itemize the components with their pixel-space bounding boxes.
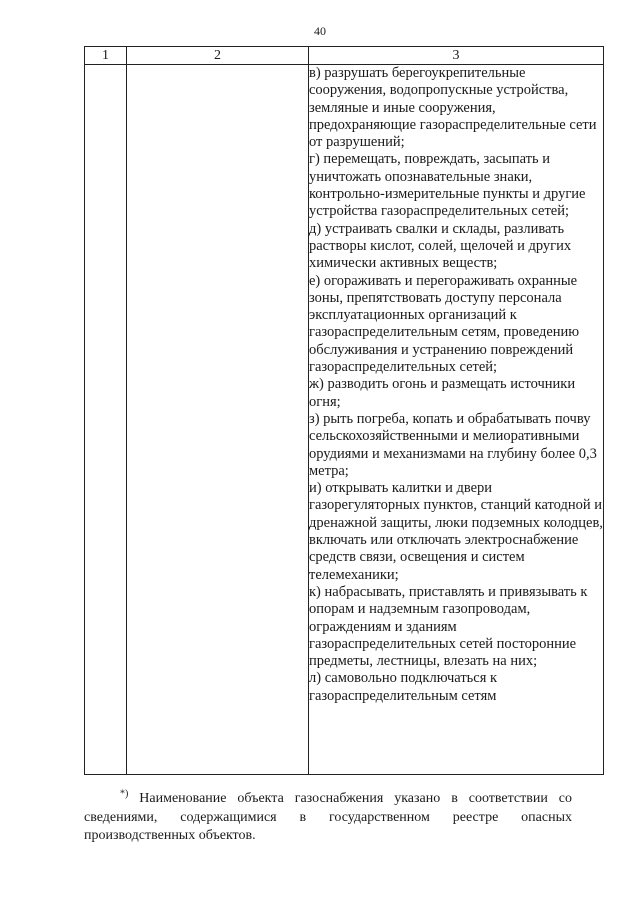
list-item: г) перемещать, повреждать, засыпать и уничтожать опознавательные знаки, контрольно-измерительные пункты и другие устройства газораспределительных сетей; (309, 151, 586, 220)
table-cell-col1 (85, 65, 127, 775)
table-cell-col2 (127, 65, 309, 775)
list-item: в) разрушать берегоукрепительные сооружения, водопропускные устройства, земляные и иные сооружения, предохраняющие газораспределительные сети от разрушений; (309, 65, 597, 151)
list-item: к) набрасывать, приставлять и привязывать к опорам и надземным газопроводам, ограждениям и зданиям газораспределительных сетей посторонние предметы, лестницы, влезать на них; (309, 583, 588, 670)
column-header-3: 3 (309, 47, 604, 65)
table-header-row (85, 47, 604, 65)
list-item: и) открывать калитки и двери газорегуляторных пунктов, станций катодной и дренажной защиты, люки подземных колодцев, включать или отключать электроснабжение средств связи, освещения и систем телемеханики; (309, 480, 603, 583)
list-item: з) рыть погреба, копать и обрабатывать почву сельскохозяйственными и мелиоративными орудиями и механизмами на глубину более 0,3 метра; (309, 410, 597, 479)
table-cell-col3 (309, 65, 604, 775)
list-item: д) устраивать свалки и склады, разливать растворы кислот, солей, щелочей и других химически активных веществ; (309, 220, 572, 272)
footnote-marker: *) (120, 788, 129, 800)
footnote-text: Наименование объекта газоснабжения указано в соответствии со сведениями, содержащимися в государственном реестре опасных производственных объектов. (84, 791, 572, 843)
column-header-2: 2 (127, 47, 309, 65)
list-item: е) огораживать и перегораживать охранные зоны, препятствовать доступу персонала эксплуатационных организаций к газораспределительным сетям, проведению обслуживания и устранению повреждений газораспределительных сетей; (309, 272, 580, 376)
column-header-1: 1 (85, 47, 127, 65)
restrictions-table (84, 46, 604, 775)
page-number: 40 (314, 24, 326, 38)
footnote (84, 790, 572, 846)
list-item: л) самовольно подключаться к газораспределительным сетям (309, 670, 498, 704)
list-item: ж) разводить огонь и размещать источники огня; (309, 376, 576, 410)
table-row (85, 65, 604, 775)
